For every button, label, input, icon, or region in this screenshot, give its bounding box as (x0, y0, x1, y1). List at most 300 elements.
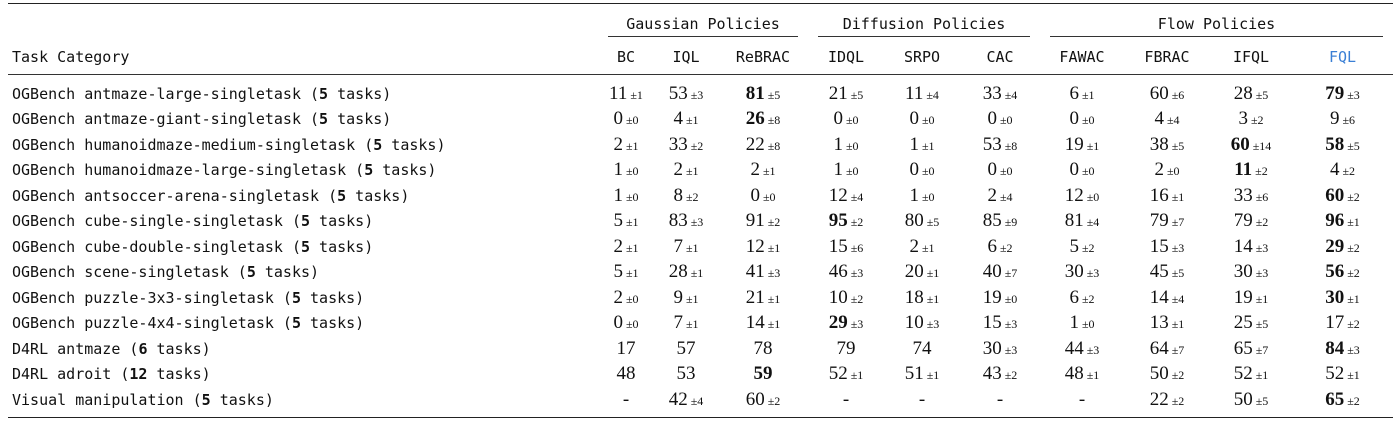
task-count: 5 (337, 186, 347, 205)
task-name-cell: OGBench antsoccer-arena-singletask (5 tasks) (12, 186, 410, 205)
score-std: ±0 (625, 189, 639, 204)
score-cell-fql (1292, 132, 1393, 158)
score-cell-iql (654, 75, 718, 107)
score-value: 79 (836, 337, 856, 359)
score-std: ±0 (625, 164, 639, 179)
task-name-cell: OGBench humanoidmaze-medium-singletask (5 tasks) (12, 135, 446, 154)
task-name: OGBench humanoidmaze-large-singletask (12, 161, 347, 180)
score-value: 21 (745, 286, 765, 308)
score-value: 1 (833, 159, 843, 181)
score-value: 0 (909, 159, 919, 181)
score-std: ±0 (921, 189, 935, 204)
score-value: 6 (1069, 82, 1079, 104)
score-cell-cac (960, 234, 1040, 260)
score-value: 19 (1064, 133, 1084, 155)
score-value: 0 (833, 108, 843, 130)
score-std: ±7 (1004, 266, 1018, 281)
score-std: ±3 (1171, 240, 1185, 255)
score-std: ±0 (1166, 164, 1180, 179)
score-cell-cac (960, 107, 1040, 133)
score-value: 14 (1233, 235, 1253, 257)
score-std: ±2 (999, 240, 1013, 255)
score-value: 84 (1325, 337, 1345, 359)
score-cell-idql (808, 234, 884, 260)
score-value: 0 (1069, 159, 1079, 181)
score-value: - (918, 388, 926, 410)
score-value: 0 (987, 159, 997, 181)
score-value: 41 (745, 261, 765, 283)
score-cell-bc (598, 387, 654, 417)
score-std: ±1 (926, 266, 940, 281)
table-row (8, 209, 1393, 235)
score-value: - (1078, 388, 1086, 410)
score-value: 9 (1329, 108, 1340, 130)
score-cell-fbrac (1124, 209, 1210, 235)
score-cell-ifql (1210, 132, 1292, 158)
task-name-cell: D4RL adroit (12 tasks) (12, 365, 211, 384)
score-std: ±0 (1081, 113, 1095, 128)
score-value: 58 (1325, 133, 1345, 155)
score-std: ±0 (999, 164, 1013, 179)
task-count: 5 (373, 135, 383, 154)
task-name-cell: OGBench cube-single-singletask (5 tasks) (12, 212, 374, 231)
score-std: ±2 (1347, 393, 1360, 408)
score-std: ±2 (1171, 368, 1185, 383)
score-cell-ifql (1210, 260, 1292, 286)
score-std: ±2 (685, 189, 699, 204)
score-std: ±0 (1081, 317, 1095, 332)
score-cell-ifql (1210, 209, 1292, 235)
score-std: ±3 (1086, 266, 1100, 281)
score-value: 81 (745, 82, 765, 104)
score-cell-bc (598, 260, 654, 286)
score-cell-srpo (884, 75, 960, 107)
score-cell-rebrac (718, 311, 808, 337)
score-value: 20 (904, 261, 924, 283)
score-cell-rebrac (718, 75, 808, 107)
score-value: 83 (668, 210, 688, 232)
score-std: ±6 (1342, 113, 1356, 128)
score-value: 96 (1325, 210, 1345, 232)
task-count: 12 (129, 365, 148, 384)
score-std: ±5 (767, 87, 781, 102)
score-std: ±3 (850, 266, 864, 281)
score-value: 1 (909, 133, 919, 155)
score-std: ±2 (690, 138, 704, 153)
table-row (8, 260, 1393, 286)
score-std: ±5 (1171, 266, 1185, 281)
score-std: ±1 (921, 138, 935, 153)
score-cell-fbrac (1124, 234, 1210, 260)
score-cell-cac (960, 209, 1040, 235)
score-std: ±1 (685, 240, 699, 255)
score-cell-fql (1292, 75, 1393, 107)
score-std: ±1 (685, 317, 699, 332)
score-std: ±3 (1255, 240, 1269, 255)
score-value: 30 (982, 337, 1002, 359)
score-std: ±1 (1255, 291, 1269, 306)
score-std: ±7 (1171, 342, 1185, 357)
score-value: 33 (1233, 184, 1253, 206)
score-value: 60 (1325, 184, 1345, 206)
score-value: 22 (745, 133, 765, 155)
task-count: 5 (319, 110, 329, 129)
score-cell-iql (654, 234, 718, 260)
score-std: ±0 (625, 113, 639, 128)
score-std: ±7 (1171, 215, 1185, 230)
score-value: 0 (613, 312, 623, 334)
score-value: 65 (1325, 388, 1345, 410)
score-value: 2 (987, 184, 997, 206)
score-cell-cac (960, 336, 1040, 362)
score-cell-srpo (884, 285, 960, 311)
score-cell-fql (1292, 234, 1393, 260)
score-std: ±2 (1347, 266, 1360, 281)
score-value: 78 (753, 337, 773, 359)
score-std: ±2 (1004, 368, 1018, 383)
score-cell-idql (808, 209, 884, 235)
score-cell-fawac (1040, 387, 1124, 417)
score-value: 0 (909, 108, 919, 130)
method-header-iql: IQL (654, 40, 718, 75)
score-cell-fawac (1040, 336, 1124, 362)
score-cell-bc (598, 209, 654, 235)
score-value: 25 (1233, 312, 1253, 334)
method-header-bc: BC (598, 40, 654, 75)
score-cell-fbrac (1124, 107, 1210, 133)
score-value: 10 (828, 286, 848, 308)
score-value: 0 (1069, 108, 1079, 130)
score-value: 14 (1149, 286, 1169, 308)
score-cell-fawac (1040, 132, 1124, 158)
score-value: 30 (1325, 286, 1345, 308)
score-value: 33 (982, 82, 1002, 104)
score-value: 81 (1064, 210, 1084, 232)
score-value: 5 (613, 210, 623, 232)
score-value: 0 (750, 184, 760, 206)
score-cell-fawac (1040, 285, 1124, 311)
score-value: 46 (828, 261, 848, 283)
score-cell-fawac (1040, 75, 1124, 107)
score-value: 4 (1329, 159, 1340, 181)
task-count: 5 (201, 390, 211, 409)
score-value: 48 (616, 363, 636, 385)
score-cell-idql (808, 183, 884, 209)
score-value: 64 (1149, 337, 1169, 359)
score-cell-cac (960, 132, 1040, 158)
score-cell-fbrac (1124, 362, 1210, 388)
score-std: ±1 (625, 240, 639, 255)
score-std: ±1 (690, 266, 704, 281)
score-std: ±1 (1347, 215, 1360, 230)
score-cell-cac (960, 362, 1040, 388)
score-std: ±5 (1171, 138, 1185, 153)
score-value: 1 (909, 184, 919, 206)
score-cell-ifql (1210, 158, 1292, 184)
score-value: 53 (668, 82, 688, 104)
score-cell-bc (598, 362, 654, 388)
score-std: ±6 (850, 240, 864, 255)
score-cell-iql (654, 387, 718, 417)
score-value: 44 (1064, 337, 1084, 359)
score-cell-fbrac (1124, 311, 1210, 337)
score-std: ±9 (1004, 215, 1018, 230)
score-value: 1 (833, 133, 843, 155)
score-cell-bc (598, 132, 654, 158)
task-name: OGBench cube-single-singletask (12, 212, 283, 231)
score-std: ±4 (690, 393, 704, 408)
score-std: ±2 (1255, 215, 1269, 230)
score-std: ±1 (921, 240, 935, 255)
score-std: ±2 (1255, 164, 1268, 179)
task-name-cell: OGBench cube-double-singletask (5 tasks) (12, 237, 374, 256)
score-cell-bc (598, 336, 654, 362)
score-cell-iql (654, 107, 718, 133)
method-header-fbrac: FBRAC (1124, 40, 1210, 75)
score-cell-fql (1292, 285, 1393, 311)
score-std: ±3 (1004, 342, 1018, 357)
score-value: - (622, 388, 630, 410)
score-value: 2 (750, 159, 760, 181)
score-cell-ifql (1210, 183, 1292, 209)
score-cell-rebrac (718, 209, 808, 235)
score-cell-iql (654, 285, 718, 311)
score-cell-fql (1292, 260, 1393, 286)
score-cell-srpo (884, 260, 960, 286)
score-value: 50 (1149, 363, 1169, 385)
score-std: ±4 (999, 189, 1013, 204)
task-name: OGBench antsoccer-arena-singletask (12, 186, 320, 205)
method-header-srpo: SRPO (884, 40, 960, 75)
score-std: ±0 (625, 291, 639, 306)
score-std: ±3 (1086, 342, 1100, 357)
score-std: ±0 (762, 189, 776, 204)
score-std: ±1 (850, 368, 864, 383)
score-std: ±2 (767, 215, 781, 230)
score-cell-srpo (884, 132, 960, 158)
score-value: 65 (1233, 337, 1253, 359)
score-cell-rebrac (718, 387, 808, 417)
score-std: ±0 (845, 113, 859, 128)
score-std: ±1 (685, 113, 699, 128)
score-cell-srpo (884, 387, 960, 417)
score-value: 7 (673, 235, 683, 257)
score-cell-cac (960, 183, 1040, 209)
task-name-cell: OGBench scene-singletask (5 tasks) (12, 263, 320, 282)
score-cell-rebrac (718, 234, 808, 260)
score-cell-fbrac (1124, 158, 1210, 184)
score-cell-fbrac (1124, 260, 1210, 286)
score-value: 14 (745, 312, 765, 334)
score-value: 60 (745, 388, 765, 410)
score-cell-fawac (1040, 362, 1124, 388)
score-value: 2 (909, 235, 919, 257)
score-cell-srpo (884, 107, 960, 133)
score-std: ±2 (1347, 240, 1360, 255)
score-std: ±2 (850, 215, 864, 230)
score-value: 38 (1149, 133, 1169, 155)
score-value: 22 (1149, 388, 1169, 410)
score-value: 45 (1149, 261, 1169, 283)
score-value: 79 (1149, 210, 1169, 232)
score-cell-fbrac (1124, 75, 1210, 107)
score-std: ±0 (845, 138, 859, 153)
score-std: ±1 (1347, 368, 1360, 383)
table-row (8, 75, 1393, 107)
score-std: ±14 (1252, 138, 1272, 153)
score-cell-srpo (884, 234, 960, 260)
score-value: 60 (1149, 82, 1169, 104)
group-gaussian-policies: Gaussian Policies (598, 4, 808, 40)
results-table-container (8, 3, 1393, 418)
score-value: 11 (609, 82, 628, 104)
score-cell-fawac (1040, 107, 1124, 133)
score-value: 17 (1325, 312, 1345, 334)
score-cell-fql (1292, 311, 1393, 337)
task-name-cell: OGBench antmaze-giant-singletask (5 tasks) (12, 110, 392, 129)
score-cell-rebrac (718, 107, 808, 133)
score-cell-rebrac (718, 183, 808, 209)
score-value: - (842, 388, 850, 410)
score-value: 5 (613, 261, 623, 283)
score-std: ±1 (926, 291, 940, 306)
score-value: 40 (982, 261, 1002, 283)
score-std: ±1 (767, 291, 781, 306)
score-std: ±1 (685, 164, 699, 179)
score-value: 79 (1233, 210, 1253, 232)
score-cell-ifql (1210, 311, 1292, 337)
score-value: 19 (1233, 286, 1253, 308)
score-std: ±2 (1250, 113, 1264, 128)
empty-corner (8, 4, 598, 40)
score-value: 15 (1149, 235, 1169, 257)
score-value: 15 (982, 312, 1002, 334)
score-std: ±1 (1086, 138, 1100, 153)
score-cell-idql (808, 75, 884, 107)
score-cell-cac (960, 311, 1040, 337)
score-cell-idql (808, 362, 884, 388)
score-value: 85 (982, 210, 1002, 232)
score-value: 28 (668, 261, 688, 283)
score-std: ±3 (1347, 87, 1360, 102)
score-cell-cac (960, 158, 1040, 184)
score-std: ±2 (850, 291, 864, 306)
score-value: 2 (1154, 159, 1164, 181)
score-value: 2 (613, 286, 623, 308)
score-value: 52 (1325, 363, 1345, 385)
task-name-cell: OGBench puzzle-4x4-singletask (5 tasks) (12, 314, 365, 333)
score-value: 12 (745, 235, 765, 257)
score-cell-srpo (884, 158, 960, 184)
score-std: ±5 (926, 215, 940, 230)
score-cell-fql (1292, 183, 1393, 209)
task-count: 5 (364, 161, 374, 180)
score-std: ±8 (767, 113, 781, 128)
score-cell-rebrac (718, 132, 808, 158)
score-cell-bc (598, 75, 654, 107)
task-name-cell: OGBench humanoidmaze-large-singletask (5 tasks) (12, 161, 437, 180)
score-value: 6 (1069, 286, 1079, 308)
task-category-header: Task Category (8, 40, 598, 75)
score-cell-ifql (1210, 362, 1292, 388)
score-value: 21 (828, 82, 848, 104)
score-value: 57 (676, 337, 696, 359)
score-std: ±2 (1081, 240, 1095, 255)
task-name: OGBench humanoidmaze-medium-singletask (12, 135, 356, 154)
table-row (8, 336, 1393, 362)
score-cell-fql (1292, 362, 1393, 388)
score-value: 80 (904, 210, 924, 232)
score-value: 30 (1233, 261, 1253, 283)
score-std: ±1 (1171, 189, 1185, 204)
score-std: ±1 (762, 164, 776, 179)
task-count: 6 (138, 339, 148, 358)
score-std: ±0 (921, 164, 935, 179)
score-std: ±8 (1004, 138, 1018, 153)
score-cell-cac (960, 75, 1040, 107)
score-cell-rebrac (718, 158, 808, 184)
task-name: OGBench cube-double-singletask (12, 237, 283, 256)
score-cell-rebrac (718, 285, 808, 311)
method-header-idql: IDQL (808, 40, 884, 75)
score-std: ±1 (1347, 291, 1360, 306)
score-std: ±3 (1255, 266, 1269, 281)
score-value: 53 (676, 363, 696, 385)
score-std: ±1 (1081, 87, 1095, 102)
table-row (8, 234, 1393, 260)
score-value: 56 (1325, 261, 1345, 283)
score-value: 18 (904, 286, 924, 308)
task-name: D4RL antmaze (12, 339, 121, 358)
score-value: 52 (828, 363, 848, 385)
task-name: OGBench antmaze-large-singletask (12, 84, 301, 103)
score-std: ±2 (1081, 291, 1095, 306)
table-row (8, 362, 1393, 388)
task-name-cell: Visual manipulation (5 tasks) (8, 387, 598, 417)
score-cell-fbrac (1124, 336, 1210, 362)
score-value: 13 (1149, 312, 1169, 334)
score-std: ±4 (1166, 113, 1180, 128)
score-cell-fbrac (1124, 387, 1210, 417)
score-value: 2 (673, 159, 683, 181)
score-cell-cac (960, 260, 1040, 286)
method-header-fawac: FAWAC (1040, 40, 1124, 75)
score-cell-idql (808, 336, 884, 362)
score-cell-srpo (884, 183, 960, 209)
score-std: ±2 (1342, 164, 1356, 179)
score-value: 0 (613, 108, 623, 130)
score-std: ±3 (690, 87, 704, 102)
score-cell-fbrac (1124, 132, 1210, 158)
score-std: ±4 (1086, 215, 1100, 230)
score-value: 19 (982, 286, 1002, 308)
score-std: ±1 (926, 368, 940, 383)
score-value: 95 (828, 210, 848, 232)
score-value: 15 (828, 235, 848, 257)
score-value: - (996, 388, 1004, 410)
score-cell-ifql (1210, 75, 1292, 107)
score-cell-iql (654, 132, 718, 158)
score-std: ±5 (1347, 138, 1360, 153)
score-cell-bc (598, 311, 654, 337)
score-cell-iql (654, 209, 718, 235)
score-value: 1 (613, 159, 623, 181)
score-std: ±1 (625, 138, 639, 153)
method-header-cac: CAC (960, 40, 1040, 75)
score-value: 59 (753, 363, 773, 385)
task-count: 5 (246, 263, 256, 282)
score-cell-cac (960, 387, 1040, 417)
